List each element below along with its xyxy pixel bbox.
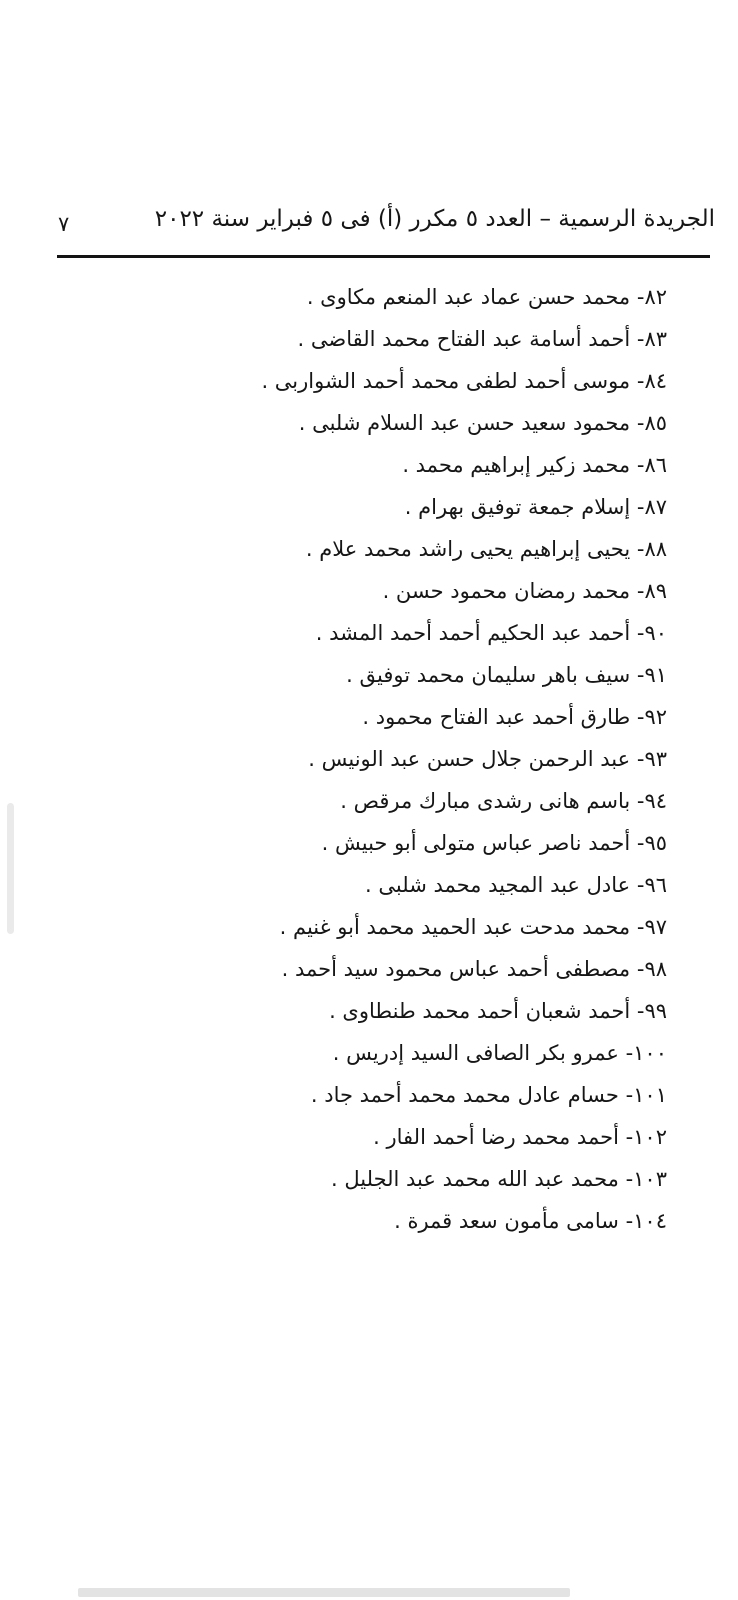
list-item: ٨٣- أحمد أسامة عبد الفتاح محمد القاضى . <box>297 327 667 351</box>
list-item: ٩٠- أحمد عبد الحكيم أحمد أحمد المشد . <box>315 621 667 645</box>
list-item: ١٠٤- سامى مأمون سعد قمرة . <box>394 1209 667 1233</box>
vertical-scrollbar-thumb[interactable] <box>7 803 14 934</box>
list-item: ٨٨- يحيى إبراهيم يحيى راشد محمد علام . <box>305 537 667 561</box>
list-item: ٨٥- محمود سعيد حسن عبد السلام شلبى . <box>298 411 667 435</box>
list-item: ٩٣- عبد الرحمن جلال حسن عبد الونيس . <box>308 747 667 771</box>
list-item: ٨٤- موسى أحمد لطفى محمد أحمد الشواربى . <box>261 369 667 393</box>
page-number: ٧ <box>58 212 70 236</box>
list-item: ٩٦- عادل عبد المجيد محمد شلبى . <box>365 873 667 897</box>
page-header <box>0 204 738 248</box>
list-item: ٨٢- محمد حسن عماد عبد المنعم مكاوى . <box>306 285 667 309</box>
list-item: ٩٩- أحمد شعبان أحمد محمد طنطاوى . <box>329 999 667 1023</box>
list-item: ٩٤- باسم هانى رشدى مبارك مرقص . <box>340 789 667 813</box>
list-item: ٩١- سيف باهر سليمان محمد توفيق . <box>346 663 667 687</box>
list-item: ٩٥- أحمد ناصر عباس متولى أبو حبيش . <box>321 831 667 855</box>
list-item: ١٠١- حسام عادل محمد محمد أحمد جاد . <box>310 1083 667 1107</box>
list-item: ٨٧- إسلام جمعة توفيق بهرام . <box>404 495 667 519</box>
list-item: ٨٩- محمد رمضان محمود حسن . <box>382 579 667 603</box>
list-item: ٩٨- مصطفى أحمد عباس محمود سيد أحمد . <box>281 957 667 981</box>
horizontal-scrollbar-thumb[interactable] <box>78 1588 570 1597</box>
list-item: ١٠٢- أحمد محمد رضا أحمد الفار . <box>373 1125 667 1149</box>
name-list <box>261 276 667 1242</box>
list-item: ٩٢- طارق أحمد عبد الفتاح محمود . <box>362 705 667 729</box>
gazette-title: الجريدة الرسمية – العدد ٥ مكرر (أ) فى ٥ فبراير سنة ٢٠٢٢ <box>154 206 715 232</box>
list-item: ٨٦- محمد زكير إبراهيم محمد . <box>402 453 667 477</box>
list-item: ١٠٠- عمرو بكر الصافى السيد إدريس . <box>332 1041 667 1065</box>
list-item: ١٠٣- محمد عبد الله محمد عبد الجليل . <box>331 1167 667 1191</box>
list-item: ٩٧- محمد مدحت عبد الحميد محمد أبو غنيم . <box>279 915 667 939</box>
header-rule <box>57 255 710 258</box>
